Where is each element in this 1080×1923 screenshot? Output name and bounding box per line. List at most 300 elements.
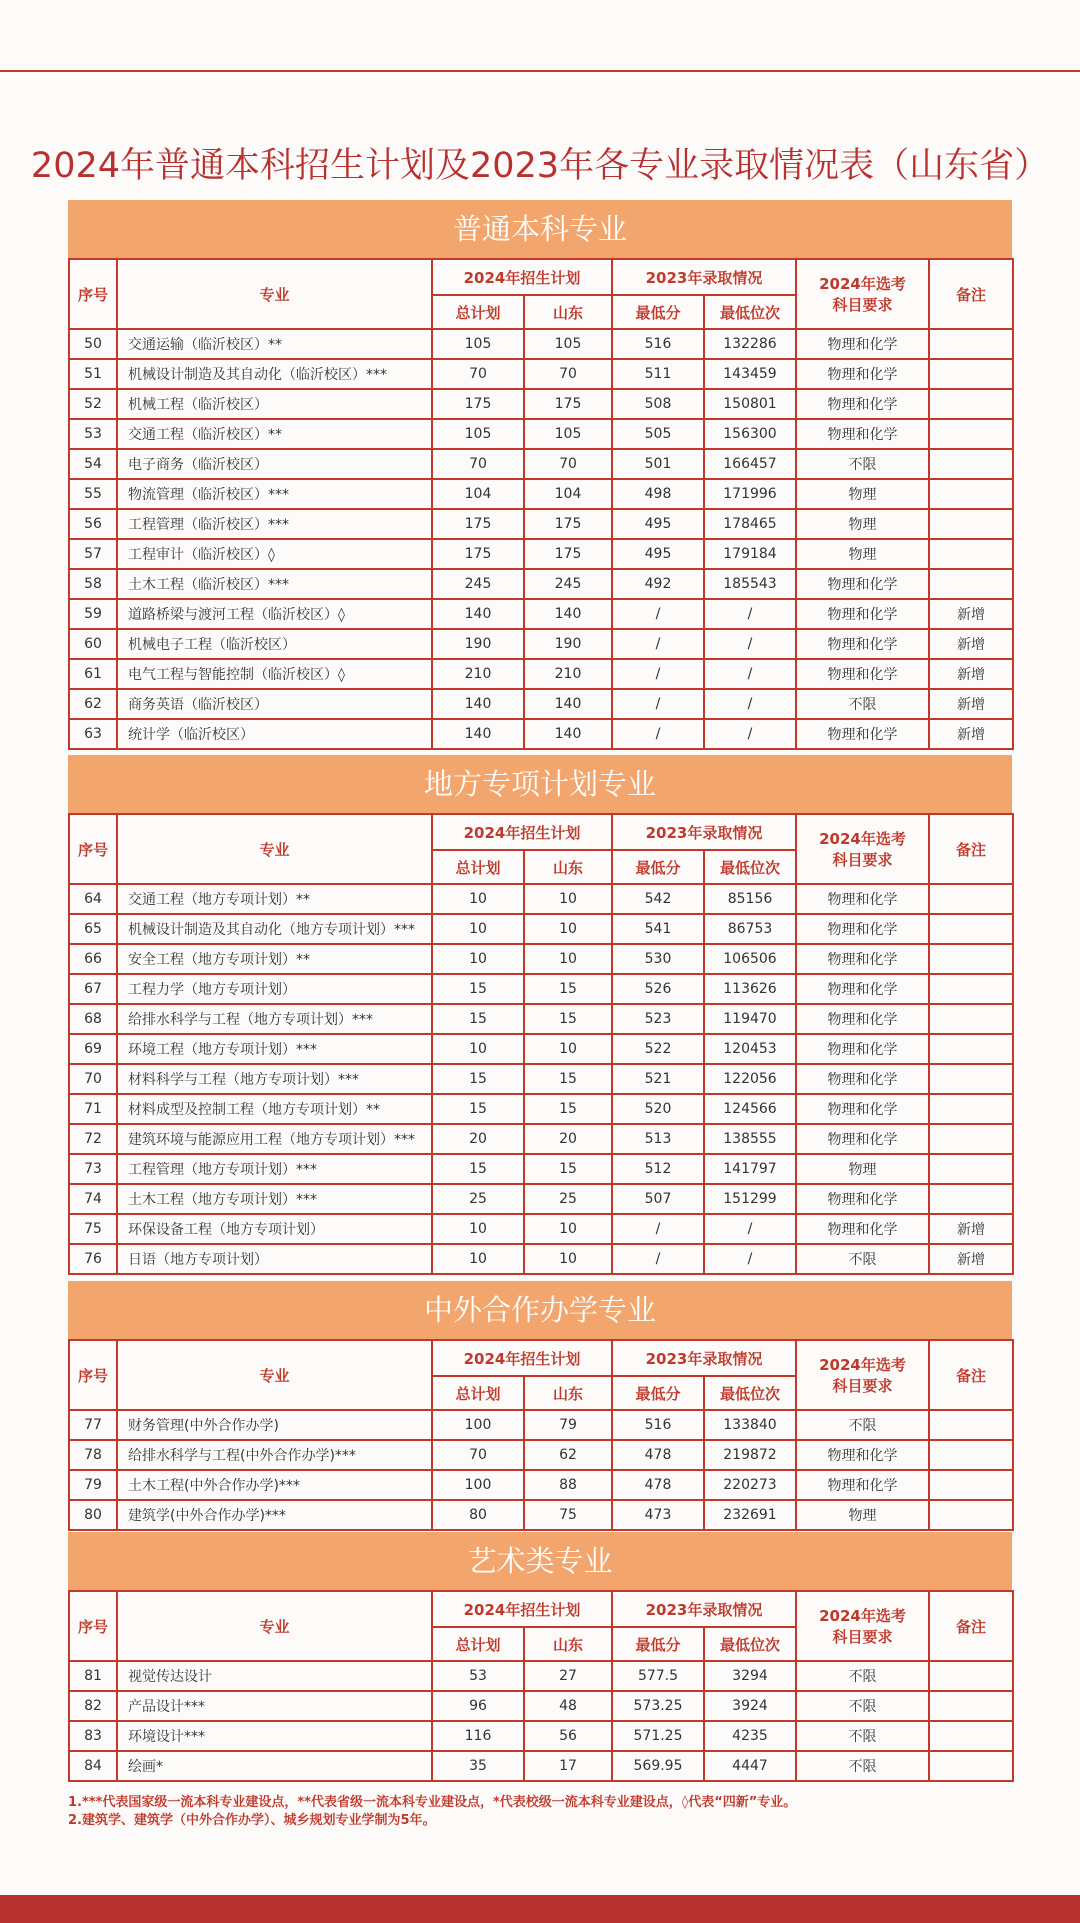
cell-note: 新增 [929, 599, 1013, 629]
cell-subject-req: 物理和化学 [796, 659, 929, 689]
cell-min-rank: 3294 [704, 1661, 796, 1691]
cell-note [929, 479, 1013, 509]
table-row [69, 1184, 1013, 1214]
table-row [69, 1751, 1013, 1781]
table-row [69, 1244, 1013, 1274]
section-title: 艺术类专业 [68, 1532, 1012, 1590]
cell-shandong: 15 [524, 1064, 612, 1094]
cell-seq: 68 [69, 1004, 117, 1034]
cell-major: 土木工程（临沂校区）*** [117, 569, 432, 599]
cell-seq: 66 [69, 944, 117, 974]
cell-major: 材料科学与工程（地方专项计划）*** [117, 1064, 432, 1094]
cell-total-plan: 140 [432, 689, 524, 719]
cell-total-plan: 10 [432, 914, 524, 944]
cell-shandong: 10 [524, 884, 612, 914]
header-admit-2023: 2023年录取情况 [612, 1340, 796, 1376]
cell-major: 材料成型及控制工程（地方专项计划）** [117, 1094, 432, 1124]
cell-shandong: 10 [524, 914, 612, 944]
header-subject-req [796, 1340, 929, 1410]
cell-major: 建筑环境与能源应用工程（地方专项计划）*** [117, 1124, 432, 1154]
cell-min-score: 577.5 [612, 1661, 704, 1691]
cell-major: 物流管理（临沂校区）*** [117, 479, 432, 509]
header-min-rank: 最低位次 [704, 850, 796, 884]
cell-subject-req: 物理 [796, 1154, 929, 1184]
cell-subject-req: 物理和化学 [796, 1184, 929, 1214]
cell-min-rank: 185543 [704, 569, 796, 599]
table-section [68, 200, 1012, 750]
cell-min-rank: 124566 [704, 1094, 796, 1124]
cell-note [929, 1124, 1013, 1154]
cell-note [929, 1004, 1013, 1034]
cell-min-score: 495 [612, 509, 704, 539]
header-plan-2024: 2024年招生计划 [432, 1591, 612, 1627]
table-row [69, 884, 1013, 914]
cell-min-rank: 3924 [704, 1691, 796, 1721]
cell-min-score: 513 [612, 1124, 704, 1154]
cell-major: 交通工程（临沂校区）** [117, 419, 432, 449]
cell-min-score: 542 [612, 884, 704, 914]
cell-min-rank: 120453 [704, 1034, 796, 1064]
cell-total-plan: 15 [432, 1154, 524, 1184]
cell-seq: 58 [69, 569, 117, 599]
header-major: 专业 [117, 259, 432, 329]
cell-min-rank: 151299 [704, 1184, 796, 1214]
cell-subject-req: 不限 [796, 449, 929, 479]
cell-shandong: 175 [524, 509, 612, 539]
cell-min-rank: 141797 [704, 1154, 796, 1184]
header-major: 专业 [117, 1591, 432, 1661]
cell-note [929, 1064, 1013, 1094]
admission-table [68, 1590, 1014, 1782]
cell-note [929, 329, 1013, 359]
table-row [69, 509, 1013, 539]
cell-shandong: 20 [524, 1124, 612, 1154]
cell-min-rank: 150801 [704, 389, 796, 419]
section-title: 普通本科专业 [68, 200, 1012, 258]
table-row [69, 1154, 1013, 1184]
header-major: 专业 [117, 814, 432, 884]
cell-min-score: 530 [612, 944, 704, 974]
cell-major: 机械设计制造及其自动化（临沂校区）*** [117, 359, 432, 389]
header-min-score: 最低分 [612, 850, 704, 884]
cell-major: 工程管理（地方专项计划）*** [117, 1154, 432, 1184]
cell-seq: 79 [69, 1470, 117, 1500]
table-row [69, 944, 1013, 974]
cell-min-score: 501 [612, 449, 704, 479]
cell-shandong: 140 [524, 689, 612, 719]
cell-shandong: 75 [524, 1500, 612, 1530]
table-row [69, 359, 1013, 389]
cell-shandong: 70 [524, 359, 612, 389]
cell-seq: 65 [69, 914, 117, 944]
header-min-rank: 最低位次 [704, 295, 796, 329]
table-row [69, 479, 1013, 509]
cell-min-rank: 219872 [704, 1440, 796, 1470]
header-subject-req-line: 科目要求 [832, 851, 893, 869]
cell-major: 工程管理（临沂校区）*** [117, 509, 432, 539]
cell-note [929, 974, 1013, 1004]
cell-subject-req: 物理和化学 [796, 974, 929, 1004]
page-title: 2024年普通本科招生计划及2023年各专业录取情况表（山东省） [30, 146, 1050, 186]
cell-subject-req: 物理和化学 [796, 1094, 929, 1124]
cell-seq: 64 [69, 884, 117, 914]
cell-shandong: 15 [524, 1094, 612, 1124]
table-row [69, 1064, 1013, 1094]
cell-note [929, 509, 1013, 539]
admission-table [68, 1339, 1014, 1531]
cell-min-rank: / [704, 689, 796, 719]
cell-seq: 52 [69, 389, 117, 419]
cell-min-rank: 132286 [704, 329, 796, 359]
table-row [69, 974, 1013, 1004]
top-rule [0, 70, 1080, 72]
footnote: 1.***代表国家级一流本科专业建设点，**代表省级一流本科专业建设点，*代表校级一流本科专业建设点，◊代表“四新”专业。 [68, 1795, 797, 1810]
cell-min-rank: / [704, 629, 796, 659]
table-row [69, 539, 1013, 569]
header-subject-req-line: 2024年选考 [819, 1607, 906, 1625]
header-seq: 序号 [69, 1340, 117, 1410]
table-row [69, 599, 1013, 629]
cell-min-score: 505 [612, 419, 704, 449]
cell-total-plan: 15 [432, 974, 524, 1004]
cell-seq: 54 [69, 449, 117, 479]
cell-seq: 76 [69, 1244, 117, 1274]
cell-major: 土木工程（地方专项计划）*** [117, 1184, 432, 1214]
cell-subject-req: 物理和化学 [796, 944, 929, 974]
table-row [69, 449, 1013, 479]
table-row [69, 629, 1013, 659]
cell-major: 土木工程(中外合作办学)*** [117, 1470, 432, 1500]
cell-min-rank: 113626 [704, 974, 796, 1004]
table-row [69, 1661, 1013, 1691]
cell-shandong: 104 [524, 479, 612, 509]
cell-major: 工程审计（临沂校区）◊ [117, 539, 432, 569]
cell-seq: 57 [69, 539, 117, 569]
cell-subject-req: 物理和化学 [796, 1064, 929, 1094]
cell-shandong: 175 [524, 539, 612, 569]
table-row [69, 1440, 1013, 1470]
cell-subject-req: 不限 [796, 1410, 929, 1440]
table-section [68, 755, 1012, 1275]
cell-min-score: 498 [612, 479, 704, 509]
cell-major: 道路桥梁与渡河工程（临沂校区）◊ [117, 599, 432, 629]
cell-note [929, 944, 1013, 974]
cell-note [929, 1184, 1013, 1214]
table-row [69, 569, 1013, 599]
cell-subject-req: 物理和化学 [796, 1214, 929, 1244]
cell-total-plan: 100 [432, 1470, 524, 1500]
cell-subject-req: 物理和化学 [796, 914, 929, 944]
cell-shandong: 105 [524, 329, 612, 359]
header-seq: 序号 [69, 814, 117, 884]
table-row [69, 1691, 1013, 1721]
cell-total-plan: 70 [432, 449, 524, 479]
cell-subject-req: 物理和化学 [796, 1034, 929, 1064]
cell-total-plan: 20 [432, 1124, 524, 1154]
table-row [69, 1410, 1013, 1440]
header-shandong: 山东 [524, 295, 612, 329]
cell-seq: 59 [69, 599, 117, 629]
cell-note: 新增 [929, 629, 1013, 659]
cell-shandong: 15 [524, 974, 612, 1004]
cell-min-rank: / [704, 1244, 796, 1274]
header-subject-req [796, 259, 929, 329]
cell-major: 给排水科学与工程(中外合作办学)*** [117, 1440, 432, 1470]
table-row [69, 659, 1013, 689]
cell-major: 日语（地方专项计划） [117, 1244, 432, 1274]
header-major: 专业 [117, 1340, 432, 1410]
cell-note: 新增 [929, 689, 1013, 719]
cell-total-plan: 10 [432, 1214, 524, 1244]
header-note: 备注 [929, 1340, 1013, 1410]
cell-min-score: 520 [612, 1094, 704, 1124]
cell-note [929, 1154, 1013, 1184]
cell-min-score: / [612, 659, 704, 689]
cell-note [929, 1751, 1013, 1781]
cell-shandong: 25 [524, 1184, 612, 1214]
header-seq: 序号 [69, 259, 117, 329]
cell-major: 商务英语（临沂校区） [117, 689, 432, 719]
cell-shandong: 140 [524, 599, 612, 629]
cell-major: 产品设计*** [117, 1691, 432, 1721]
cell-shandong: 10 [524, 1214, 612, 1244]
cell-total-plan: 80 [432, 1500, 524, 1530]
cell-note: 新增 [929, 1244, 1013, 1274]
cell-total-plan: 10 [432, 1034, 524, 1064]
cell-note [929, 884, 1013, 914]
cell-min-rank: 86753 [704, 914, 796, 944]
cell-subject-req: 物理和化学 [796, 329, 929, 359]
table-row [69, 389, 1013, 419]
cell-major: 环境设计*** [117, 1721, 432, 1751]
cell-seq: 55 [69, 479, 117, 509]
admission-table [68, 258, 1014, 750]
cell-major: 统计学（临沂校区） [117, 719, 432, 749]
cell-min-rank: / [704, 599, 796, 629]
header-shandong: 山东 [524, 850, 612, 884]
cell-note [929, 389, 1013, 419]
cell-seq: 81 [69, 1661, 117, 1691]
cell-subject-req: 物理 [796, 539, 929, 569]
cell-total-plan: 70 [432, 359, 524, 389]
header-subject-req-line: 2024年选考 [819, 830, 906, 848]
header-total-plan: 总计划 [432, 1627, 524, 1661]
cell-min-rank: 4447 [704, 1751, 796, 1781]
cell-shandong: 245 [524, 569, 612, 599]
cell-seq: 56 [69, 509, 117, 539]
cell-min-score: 473 [612, 1500, 704, 1530]
cell-min-rank: 143459 [704, 359, 796, 389]
cell-total-plan: 25 [432, 1184, 524, 1214]
cell-shandong: 10 [524, 944, 612, 974]
cell-seq: 82 [69, 1691, 117, 1721]
cell-subject-req: 物理和化学 [796, 1440, 929, 1470]
header-shandong: 山东 [524, 1376, 612, 1410]
cell-shandong: 70 [524, 449, 612, 479]
header-note: 备注 [929, 259, 1013, 329]
table-row [69, 1124, 1013, 1154]
header-subject-req [796, 1591, 929, 1661]
section-title: 地方专项计划专业 [68, 755, 1012, 813]
cell-note [929, 449, 1013, 479]
header-subject-req-line: 科目要求 [832, 1377, 893, 1395]
cell-shandong: 15 [524, 1154, 612, 1184]
cell-note [929, 1440, 1013, 1470]
header-seq: 序号 [69, 1591, 117, 1661]
cell-min-rank: 178465 [704, 509, 796, 539]
cell-seq: 78 [69, 1440, 117, 1470]
cell-major: 视觉传达设计 [117, 1661, 432, 1691]
cell-min-score: 511 [612, 359, 704, 389]
header-note: 备注 [929, 814, 1013, 884]
table-row [69, 1004, 1013, 1034]
cell-seq: 69 [69, 1034, 117, 1064]
cell-min-score: / [612, 1244, 704, 1274]
cell-total-plan: 15 [432, 1064, 524, 1094]
cell-major: 电子商务（临沂校区） [117, 449, 432, 479]
cell-note [929, 1034, 1013, 1064]
cell-total-plan: 10 [432, 1244, 524, 1274]
cell-min-rank: 106506 [704, 944, 796, 974]
cell-total-plan: 15 [432, 1004, 524, 1034]
cell-subject-req: 不限 [796, 1691, 929, 1721]
cell-shandong: 175 [524, 389, 612, 419]
cell-min-rank: 166457 [704, 449, 796, 479]
footnote: 2.建筑学、建筑学（中外合作办学）、城乡规划专业学制为5年。 [68, 1813, 436, 1828]
cell-note [929, 914, 1013, 944]
cell-seq: 83 [69, 1721, 117, 1751]
cell-seq: 60 [69, 629, 117, 659]
header-subject-req-line: 科目要求 [832, 296, 893, 314]
header-subject-req-line: 科目要求 [832, 1628, 893, 1646]
cell-subject-req: 不限 [796, 1751, 929, 1781]
cell-major: 财务管理(中外合作办学) [117, 1410, 432, 1440]
cell-shandong: 48 [524, 1691, 612, 1721]
cell-shandong: 88 [524, 1470, 612, 1500]
cell-total-plan: 35 [432, 1751, 524, 1781]
table-row [69, 914, 1013, 944]
cell-min-rank: 122056 [704, 1064, 796, 1094]
cell-major: 电气工程与智能控制（临沂校区）◊ [117, 659, 432, 689]
cell-shandong: 15 [524, 1004, 612, 1034]
table-row [69, 1721, 1013, 1751]
cell-min-score: 478 [612, 1440, 704, 1470]
cell-subject-req: 物理 [796, 479, 929, 509]
cell-seq: 63 [69, 719, 117, 749]
header-min-rank: 最低位次 [704, 1376, 796, 1410]
cell-seq: 61 [69, 659, 117, 689]
admission-table [68, 813, 1014, 1275]
header-subject-req [796, 814, 929, 884]
cell-seq: 72 [69, 1124, 117, 1154]
header-total-plan: 总计划 [432, 850, 524, 884]
cell-subject-req: 物理和化学 [796, 1124, 929, 1154]
cell-shandong: 10 [524, 1034, 612, 1064]
cell-major: 机械设计制造及其自动化（地方专项计划）*** [117, 914, 432, 944]
cell-subject-req: 物理和化学 [796, 419, 929, 449]
footnotes [68, 1794, 1028, 1830]
cell-min-score: 569.95 [612, 1751, 704, 1781]
cell-min-score: 492 [612, 569, 704, 599]
cell-shandong: 79 [524, 1410, 612, 1440]
cell-min-score: 541 [612, 914, 704, 944]
cell-total-plan: 10 [432, 944, 524, 974]
cell-shandong: 140 [524, 719, 612, 749]
header-admit-2023: 2023年录取情况 [612, 259, 796, 295]
cell-min-rank: 85156 [704, 884, 796, 914]
cell-subject-req: 物理 [796, 509, 929, 539]
cell-note [929, 359, 1013, 389]
cell-shandong: 10 [524, 1244, 612, 1274]
cell-note [929, 1094, 1013, 1124]
table-row [69, 1034, 1013, 1064]
cell-total-plan: 70 [432, 1440, 524, 1470]
cell-seq: 74 [69, 1184, 117, 1214]
cell-min-score: / [612, 629, 704, 659]
cell-subject-req: 不限 [796, 1661, 929, 1691]
cell-min-score: 478 [612, 1470, 704, 1500]
table-row [69, 689, 1013, 719]
cell-seq: 53 [69, 419, 117, 449]
header-plan-2024: 2024年招生计划 [432, 259, 612, 295]
table-row [69, 1094, 1013, 1124]
header-note: 备注 [929, 1591, 1013, 1661]
cell-min-score: 526 [612, 974, 704, 1004]
cell-total-plan: 210 [432, 659, 524, 689]
cell-seq: 84 [69, 1751, 117, 1781]
cell-min-rank: 156300 [704, 419, 796, 449]
cell-min-score: 522 [612, 1034, 704, 1064]
cell-total-plan: 140 [432, 599, 524, 629]
cell-subject-req: 物理和化学 [796, 599, 929, 629]
cell-min-rank: 138555 [704, 1124, 796, 1154]
cell-min-score: / [612, 599, 704, 629]
cell-total-plan: 245 [432, 569, 524, 599]
cell-note [929, 1721, 1013, 1751]
cell-shandong: 210 [524, 659, 612, 689]
header-plan-2024: 2024年招生计划 [432, 814, 612, 850]
cell-note [929, 419, 1013, 449]
cell-subject-req: 物理和化学 [796, 884, 929, 914]
table-row [69, 1500, 1013, 1530]
cell-min-rank: / [704, 719, 796, 749]
table-section [68, 1281, 1012, 1531]
cell-note [929, 1500, 1013, 1530]
cell-major: 安全工程（地方专项计划）** [117, 944, 432, 974]
cell-major: 建筑学(中外合作办学)*** [117, 1500, 432, 1530]
cell-min-score: 516 [612, 329, 704, 359]
cell-subject-req: 物理和化学 [796, 359, 929, 389]
cell-min-score: 516 [612, 1410, 704, 1440]
cell-seq: 50 [69, 329, 117, 359]
cell-subject-req: 物理和化学 [796, 1470, 929, 1500]
header-plan-2024: 2024年招生计划 [432, 1340, 612, 1376]
cell-seq: 62 [69, 689, 117, 719]
cell-min-score: / [612, 1214, 704, 1244]
cell-total-plan: 96 [432, 1691, 524, 1721]
cell-seq: 71 [69, 1094, 117, 1124]
cell-note [929, 1691, 1013, 1721]
cell-seq: 80 [69, 1500, 117, 1530]
cell-subject-req: 物理 [796, 1500, 929, 1530]
cell-note [929, 1470, 1013, 1500]
header-total-plan: 总计划 [432, 1376, 524, 1410]
cell-major: 工程力学（地方专项计划） [117, 974, 432, 1004]
table-row [69, 719, 1013, 749]
cell-seq: 51 [69, 359, 117, 389]
header-shandong: 山东 [524, 1627, 612, 1661]
cell-total-plan: 10 [432, 884, 524, 914]
